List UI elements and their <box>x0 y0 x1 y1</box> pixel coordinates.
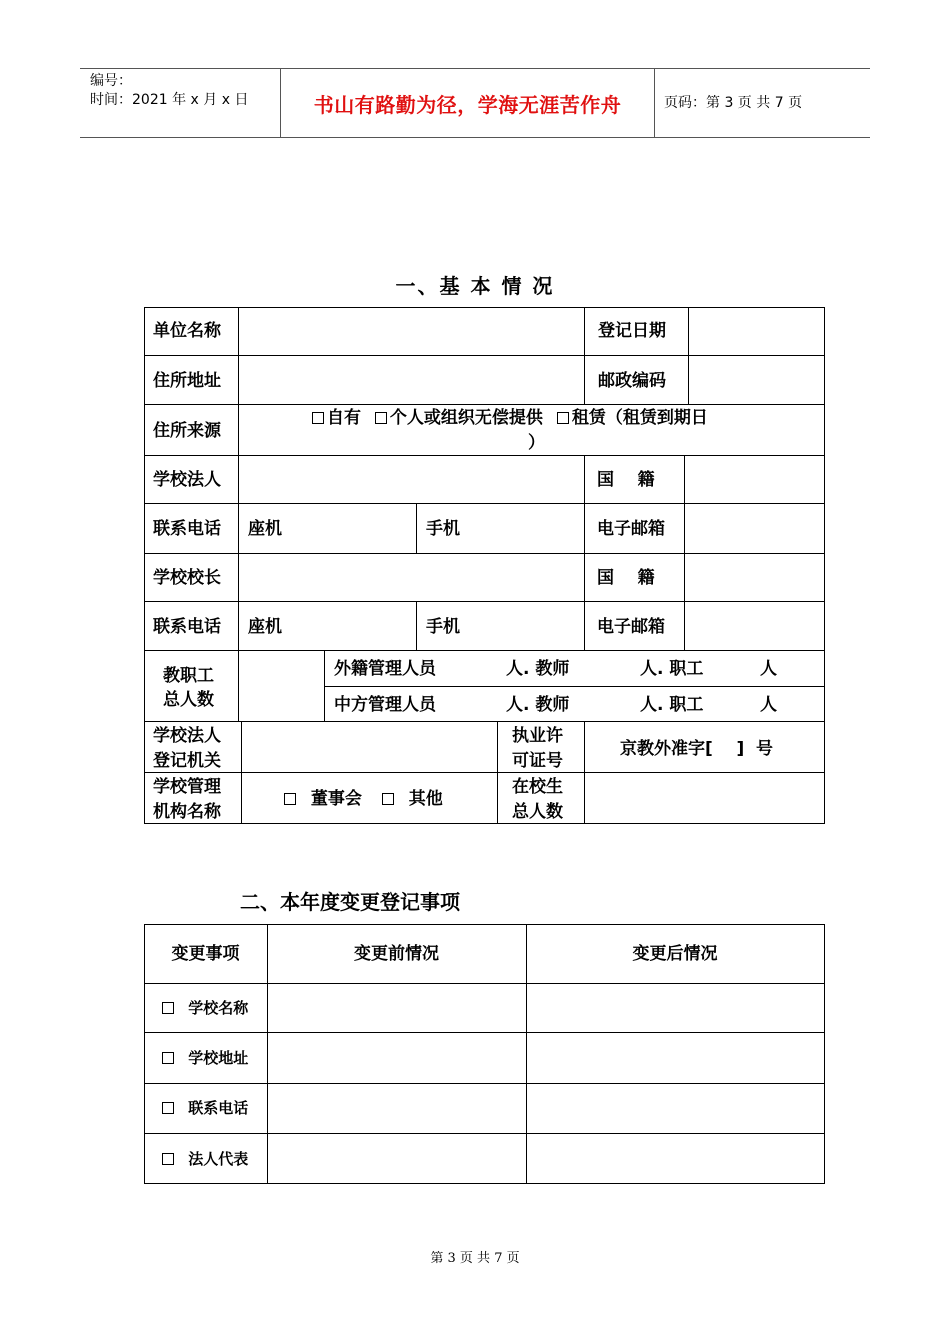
staff-total-label-1: 教职工 <box>163 666 214 686</box>
board-checkbox[interactable] <box>284 793 296 805</box>
unit-name-label: 单位名称 <box>153 321 221 341</box>
email-label: 电子邮箱 <box>597 519 665 539</box>
foreign-teacher-label: 人. 教师 <box>506 659 570 679</box>
header-page-info <box>654 69 870 137</box>
mgmt-org-options <box>284 787 443 811</box>
free-provided-checkbox[interactable] <box>375 412 387 424</box>
license-value: 京教外准字[ ] 号 <box>620 739 774 759</box>
address-source-options <box>312 406 708 430</box>
school-address-checkbox[interactable] <box>162 1052 174 1064</box>
principal-label: 学校校长 <box>153 568 221 588</box>
legal-rep-label: 法人代表 <box>188 1150 249 1168</box>
reg-authority-label-2: 登记机关 <box>153 751 221 771</box>
students-label-1: 在校生 <box>512 777 563 797</box>
legal-person-label: 学校法人 <box>153 470 221 490</box>
phone-change-label: 联系电话 <box>188 1099 249 1117</box>
address-source-label: 住所来源 <box>153 421 221 441</box>
phone-label: 联系电话 <box>153 519 221 539</box>
students-label-2: 总人数 <box>512 802 563 822</box>
motto-text: 书山有路勤为径，学海无涯苦作舟 <box>313 92 622 117</box>
header-before: 变更前情况 <box>354 944 439 964</box>
mgmt-org-label-2: 机构名称 <box>153 802 221 822</box>
basic-info-table <box>144 307 825 824</box>
address-label: 住所地址 <box>153 371 221 391</box>
header-change-item: 变更事项 <box>171 944 240 964</box>
chinese-teacher-label: 人. 教师 <box>506 695 570 715</box>
page-footer: 第 3 页 共 7 页 <box>430 1251 520 1266</box>
school-name-label: 学校名称 <box>188 999 249 1017</box>
change-row-school-name[interactable] <box>162 997 248 1019</box>
chinese-mgmt-label: 中方管理人员 <box>334 695 436 715</box>
header-after: 变更后情况 <box>632 944 718 964</box>
header-motto-cell <box>280 69 655 137</box>
mobile-label: 手机 <box>426 519 460 539</box>
license-label-1: 执业许 <box>512 726 563 746</box>
reg-authority-label-1: 学校法人 <box>153 726 221 746</box>
section1-title: 一、基 本 情 况 <box>395 274 555 298</box>
other-option: 其他 <box>408 789 443 809</box>
foreign-mgmt-label: 外籍管理人员 <box>334 659 436 679</box>
owned-option: 自有 <box>327 408 361 428</box>
change-items-table <box>144 924 825 1184</box>
change-row-phone[interactable] <box>162 1097 248 1119</box>
time-label: 时间：2021 年 x 月 x 日 <box>90 92 249 108</box>
owned-checkbox[interactable] <box>312 412 324 424</box>
chinese-worker-label: 人. 职工 <box>640 695 704 715</box>
lease-checkbox[interactable] <box>557 412 569 424</box>
license-label-2: 可证号 <box>512 751 563 771</box>
reg-date-label: 登记日期 <box>598 321 666 341</box>
section2-title: 二、本年度变更登记事项 <box>240 890 460 914</box>
foreign-worker-label: 人. 职工 <box>640 659 704 679</box>
postcode-label: 邮政编码 <box>598 371 666 391</box>
board-option: 董事会 <box>310 789 362 809</box>
page-header <box>80 68 870 138</box>
principal-nationality-label: 国 籍 <box>597 568 655 588</box>
principal-phone-label: 联系电话 <box>153 617 221 637</box>
legal-rep-checkbox[interactable] <box>162 1153 174 1165</box>
number-label: 编号： <box>90 73 132 89</box>
foreign-person-unit: 人 <box>760 659 777 679</box>
header-meta <box>80 69 280 137</box>
landline-label: 座机 <box>248 519 282 539</box>
change-row-school-address[interactable] <box>162 1047 248 1069</box>
phone-checkbox[interactable] <box>162 1102 174 1114</box>
principal-landline-label: 座机 <box>248 617 282 637</box>
school-address-label: 学校地址 <box>188 1049 249 1067</box>
lease-option: 租赁（租赁到期日 <box>571 408 708 428</box>
lease-close-paren: ） <box>528 433 545 453</box>
mgmt-org-label-1: 学校管理 <box>153 777 221 797</box>
other-checkbox[interactable] <box>382 793 394 805</box>
page-info: 页码：第 3 页 共 7 页 <box>664 95 803 111</box>
free-provided-option: 个人或组织无偿提供 <box>389 408 543 428</box>
chinese-person-unit: 人 <box>760 695 777 715</box>
change-row-legal-rep[interactable] <box>162 1148 248 1170</box>
nationality-label: 国 籍 <box>597 470 655 490</box>
principal-email-label: 电子邮箱 <box>597 617 665 637</box>
principal-mobile-label: 手机 <box>426 617 460 637</box>
school-name-checkbox[interactable] <box>162 1002 174 1014</box>
staff-total-label-2: 总人数 <box>163 690 214 710</box>
